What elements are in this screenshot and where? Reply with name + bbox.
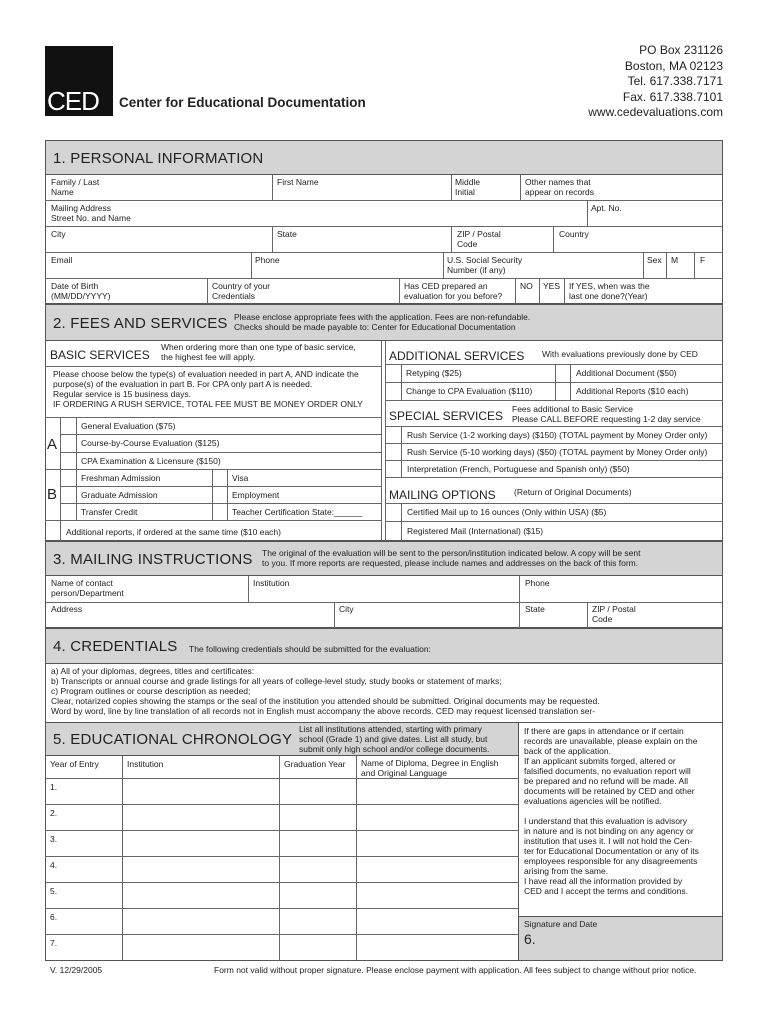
version-label: V. 12/29/2005 (50, 965, 103, 975)
section3-note: The original of the evaluation will be sent to the person/institution indicated below. A copy will be sent to you. If more reports are requested, please include names and addresses on the back of this form. (262, 548, 641, 568)
dob-field[interactable]: Date of Birth (MM/DD/YYYY) (51, 281, 111, 301)
basic-instructions: Please choose below the type(s) of evaluation needed in part A, AND indicate the purpose(s) of the evaluation in part B. For CPA only part A is needed. Regular service is 15 business days. IF ORDERING A RUSH SERVICE, TOTAL FEE MUST BE MONEY ORDER ONLY (53, 369, 363, 409)
mailing-phone-field[interactable]: Phone (525, 578, 550, 588)
logo-text: CED (47, 86, 99, 116)
certified-mail-option[interactable]: Certified Mail up to 16 ounces (Only within USA) ($5) (407, 507, 607, 517)
col-graduation-year: Graduation Year (284, 759, 346, 769)
mailing-options-title: MAILING OPTIONS (389, 488, 496, 502)
family-name-field[interactable]: Family / Last Name (51, 177, 100, 197)
org-address (588, 43, 723, 121)
mailing-state-field[interactable]: State (525, 604, 545, 614)
address-line: Boston, MA 02123 (624, 58, 723, 73)
part-a-label: A (47, 436, 58, 453)
special-services-title: SPECIAL SERVICES (389, 409, 504, 423)
mailing-address-field[interactable]: Mailing Address Street No. and Name (51, 203, 131, 223)
section4-note: The following credentials should be submitted for the evaluation: (189, 644, 431, 654)
table-row[interactable]: 1. (50, 782, 58, 792)
sex-f-checkbox[interactable]: F (700, 255, 706, 265)
table-row[interactable]: 3. (50, 834, 58, 844)
section2-title: 2. FEES AND SERVICES (53, 315, 228, 332)
institution-field[interactable]: Institution (253, 578, 290, 588)
apt-field[interactable]: Apt. No. (591, 203, 622, 213)
special-services-note: Fees additional to Basic Service Please CALL BEFORE requesting 1-2 day service (512, 404, 701, 424)
section4-title: 4. CREDENTIALS (53, 638, 178, 655)
rush-5-10-day-option[interactable]: Rush Service (5-10 working days) ($50) (TOTAL payment by Money Order only) (407, 447, 708, 457)
part-b-label: B (47, 486, 58, 503)
table-row[interactable]: 5. (50, 886, 58, 896)
cpa-option[interactable]: CPA Examination & Licensure ($150) (81, 456, 221, 466)
mailing-city-field[interactable]: City (339, 604, 354, 614)
section2-note: Please enclose appropriate fees with the application. Fees are non-refundable. Checks should be made payable to: Center for Educational Documentation (234, 312, 531, 332)
credentials-text: a) All of your diplomas, degrees, titles and certificates: b) Transcripts or annual course and grade listings for all years of college-level study, study books or statement of marks; c) Program outlines or course description as needed; Clear, notarized copies showing the stamps or the seal of the institution you attended should be submitted. Original documents may be requested. Word by word, line by line translation of all records not in English must accompany the above records. CED may request licensed translation ser- (51, 666, 600, 716)
section3-title: 3. MAILING INSTRUCTIONS (53, 551, 253, 568)
registered-mail-option[interactable]: Registered Mail (International) ($15) (407, 526, 544, 536)
additional-document-option[interactable]: Additional Document ($50) (576, 368, 677, 378)
previous-evaluation-label: Has CED prepared an evaluation for you before? (404, 281, 503, 301)
teacher-cert-option[interactable]: Teacher Certification State:______ (232, 507, 363, 517)
org-name: Center for Educational Documentation (119, 95, 366, 110)
phone-field[interactable]: Phone (255, 255, 280, 265)
sex-m-checkbox[interactable]: M (671, 255, 679, 265)
footer-notice: Form not valid without proper signature. Please enclose payment with application. All fees subject to change without prior notice. (214, 965, 697, 975)
signature-label: Signature and Date (524, 919, 598, 929)
last-eval-year-field[interactable]: If YES, when was the last one done?(Year) (569, 281, 650, 301)
terms-text: If there are gaps in attendance or if certain records are unavailable, please explain on the back of the application. If an applicant submits forged, altered or falsified documents, no evaluation report will be prepared and no refund will be made. All documents will be retained by CED and other evaluations agencies will be notified. I understand that this evaluation is advisory in nature and is not binding on any agency or institution that uses it. I will not hold the Cen- ter for Educational Documentation or any of its employees responsible for any disagreements arising from the same. I have read all the information provided by CED and I accept the terms and conditions. (524, 726, 699, 896)
basic-services-note: When ordering more than one type of basic service, the highest fee will apply. (161, 342, 356, 362)
additional-reports-option[interactable]: Additional reports, if ordered at the same time ($10 each) (66, 527, 281, 537)
rush-1-2-day-option[interactable]: Rush Service (1-2 working days) ($150) (TOTAL payment by Money Order only) (407, 430, 708, 440)
table-row[interactable]: 4. (50, 860, 58, 870)
address-line: Tel. 617.338.7171 (627, 74, 723, 88)
ced-logo (45, 46, 113, 116)
general-evaluation-option[interactable]: General Evaluation ($75) (81, 421, 176, 431)
first-name-field[interactable]: First Name (277, 177, 319, 187)
sex-label: Sex (647, 255, 662, 265)
section1-title: 1. PERSONAL INFORMATION (53, 150, 264, 167)
additional-services-title: ADDITIONAL SERVICES (389, 349, 525, 363)
section3-header (45, 541, 723, 576)
prev-eval-yes-checkbox[interactable]: YES (543, 281, 561, 291)
freshman-option[interactable]: Freshman Admission (81, 473, 161, 483)
additional-services-note: With evaluations previously done by CED (542, 349, 698, 359)
section5-header (45, 722, 519, 756)
prev-eval-no-checkbox[interactable]: NO (520, 281, 533, 291)
mailing-address-line-field[interactable]: Address (51, 604, 83, 614)
address-line: Fax. 617.338.7101 (622, 89, 723, 104)
col-institution: Institution (127, 759, 164, 769)
address-line: PO Box 231126 (639, 43, 723, 57)
other-names-field[interactable]: Other names that appear on records (525, 177, 594, 197)
table-row[interactable]: 6. (50, 912, 58, 922)
section5-title: 5. EDUCATIONAL CHRONOLOGY (53, 731, 293, 748)
retyping-option[interactable]: Retyping ($25) (406, 368, 462, 378)
zip-field[interactable]: ZIP / Postal Code (457, 229, 501, 249)
basic-services-title: BASIC SERVICES (50, 348, 150, 362)
chronology-table (45, 755, 519, 961)
ssn-field[interactable]: U.S. Social Security Number (if any) (447, 255, 523, 275)
middle-initial-field[interactable]: Middle Initial (455, 177, 481, 197)
course-by-course-option[interactable]: Course-by-Course Evaluation ($125) (81, 438, 220, 448)
section1-header (45, 140, 723, 175)
additional-reports-each-option[interactable]: Additional Reports ($10 each) (576, 386, 689, 396)
section2-header (45, 304, 723, 341)
interpretation-option[interactable]: Interpretation (French, Portuguese and Spanish only) ($50) (407, 464, 630, 474)
country-field[interactable]: Country (559, 229, 589, 239)
table-row[interactable]: 7. (50, 938, 58, 948)
section5-note: List all institutions attended, starting with primary school (Grade 1) and give dates. List all study, but submit only high school and/or college documents. (299, 724, 490, 754)
country-credentials-field[interactable]: Country of your Credentials (212, 281, 271, 301)
transfer-option[interactable]: Transfer Credit (81, 507, 138, 517)
contact-person-field[interactable]: Name of contact person/Department (51, 578, 124, 598)
email-field[interactable]: Email (51, 255, 73, 265)
address-website: www.cedevaluations.com (588, 105, 723, 119)
col-diploma: Name of Diploma, Degree in English and Original Language (361, 758, 499, 778)
col-year-of-entry: Year of Entry (50, 759, 99, 769)
employment-option[interactable]: Employment (232, 490, 280, 500)
graduate-option[interactable]: Graduate Admission (81, 490, 158, 500)
change-to-cpa-option[interactable]: Change to CPA Evaluation ($110) (406, 386, 533, 396)
state-field[interactable]: State (277, 229, 297, 239)
visa-option[interactable]: Visa (232, 473, 249, 483)
city-field[interactable]: City (51, 229, 66, 239)
section4-header (45, 628, 723, 664)
table-row[interactable]: 2. (50, 808, 58, 818)
mailing-options-note: (Return of Original Documents) (514, 487, 632, 497)
signature-number: 6. (524, 931, 536, 947)
mailing-zip-field[interactable]: ZIP / Postal Code (592, 604, 636, 624)
